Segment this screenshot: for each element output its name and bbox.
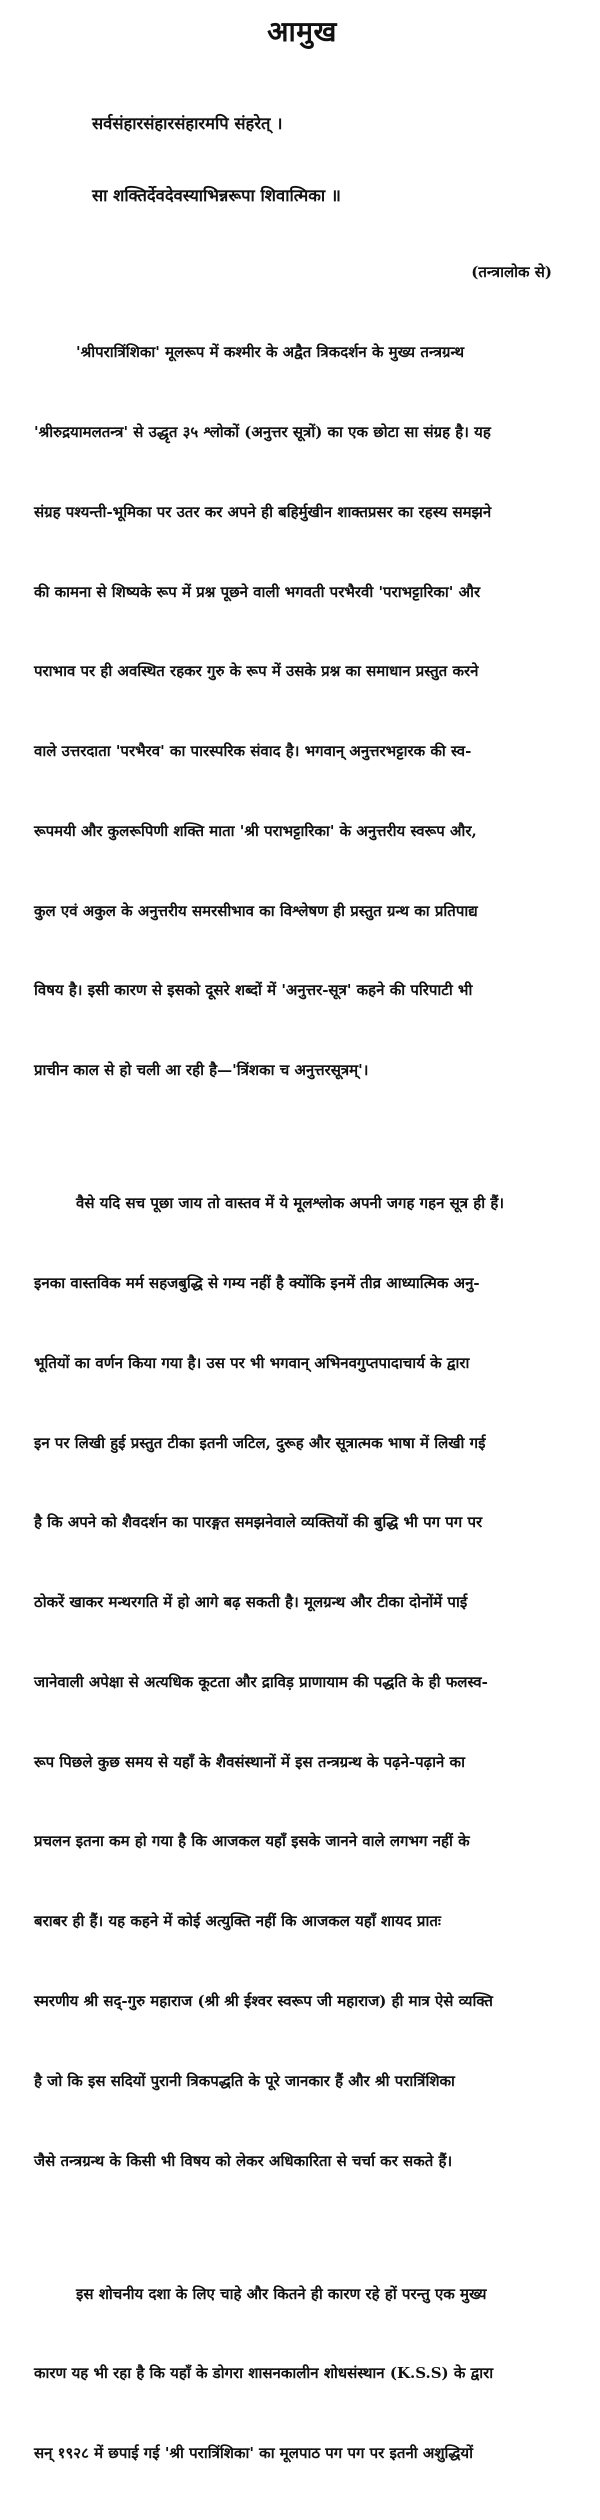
paragraph-2 xyxy=(34,1137,570,2227)
paragraph-1 xyxy=(34,286,570,1137)
paragraph-line: जानेवाली अपेक्षा से अत्यधिक कूटता और द्राविड़ प्राणायाम की पद्धति के ही फलस्व- xyxy=(34,1672,488,1691)
paragraph-line: है कि अपने को शैवदर्शन का पारङ्गत समझनेवाले व्यक्तियों की बुद्धि भी पग पग पर xyxy=(34,1513,483,1532)
paragraph-line: भूतियों का वर्णन किया गया है। उस पर भी भगवान् अभिनवगुप्तपादाचार्य के द्वारा xyxy=(34,1353,470,1372)
paragraph-line: संग्रह पश्यन्ती-भूमिका पर उतर कर अपने ही बहिर्मुखीन शाक्तप्रसर का रहस्य समझने xyxy=(34,502,492,521)
paragraph-line: सन् १९२८ में छपाई गई 'श्री परात्रिंशिका' का मूलपाठ पग पग पर इतनी अशुद्धियों xyxy=(34,2444,473,2463)
paragraph-line: विषय है। इसी कारण से इसको दूसरे शब्दों में 'अनुत्तर-सूत्र' कहने की परिपाटी भी xyxy=(34,981,473,1000)
paragraph-line: स्मरणीय श्री सद्-गुरु महाराज (श्री श्री ईश्वर स्वरूप जी महाराज) ही मात्र ऐसे व्यक्ति xyxy=(34,1992,493,2010)
paragraph-line: वैसे यदि सच पूछा जाय तो वास्तव में ये मूलश्लोक अपनी जगह गहन सूत्र ही हैं। xyxy=(76,1194,504,1213)
paragraph-line: प्राचीन काल से हो चली आ रही है—'त्रिंशका च अनुत्तरसूत्रम्'। xyxy=(34,1061,369,1080)
paragraph-line: वाले उत्तरदाता 'परभैरव' का पारस्परिक संवाद है। भगवान् अनुत्तरभट्टारक की स्व- xyxy=(34,742,472,761)
paragraph-line: कारण यह भी रहा है कि यहाँ के डोगरा शासनकालीन शोधसंस्थान (K.S.S) के द्वारा xyxy=(34,2364,494,2383)
paragraph-line: जैसे तन्त्रग्रन्थ के किसी भी विषय को लेकर अधिकारिता से चर्चा कर सकते हैं। xyxy=(34,2151,453,2170)
paragraph-line: 'श्रीपरात्रिंशिका' मूलरूप में कश्मीर के अद्वैत त्रिकदर्शन के मुख्य तन्त्रग्रन्थ xyxy=(76,343,465,362)
paragraph-line: रूप पिछले कुछ समय से यहाँ के शैवसंस्थानों में इस तन्त्रग्रन्थ के पढ़ने-पढ़ाने का xyxy=(34,1752,465,1771)
paragraph-line: प्रचलन इतना कम हो गया है कि आजकल यहाँ इसके जानने वाले लगभग नहीं के xyxy=(34,1832,470,1851)
paragraph-line: बराबर ही हैं। यह कहने में कोई अत्युक्ति नहीं कि आजकल यहाँ शायद प्रातः xyxy=(34,1912,441,1931)
paragraph-line: इस शोचनीय दशा के लिए चाहे और कितने ही कारण रहे हों परन्तु एक मुख्य xyxy=(76,2284,487,2303)
verse-line-2: सा शक्तिर्देवदेवस्याभिन्नरूपा शिवात्मिका ॥ xyxy=(92,186,341,205)
paragraph-line: है जो कि इस सदियों पुरानी त्रिकपद्धति के पूरे जानकार हैं और श्री परात्रिंशिका xyxy=(34,2071,455,2090)
paragraph-line: इनका वास्तविक मर्म सहजबुद्धि से गम्य नहीं है क्योंकि इनमें तीव्र आध्यात्मिक अनु- xyxy=(34,1273,480,1292)
verse-citation: (तन्त्रालोक से) xyxy=(471,263,552,281)
paragraph-3 xyxy=(34,2227,570,2520)
paragraph-line: 'श्रीरुद्रयामलतन्त्र' से उद्धृत ३५ श्लोकों (अनुत्तर सूत्रों) का एक छोटा सा संग्रह है। यह xyxy=(34,422,491,441)
paragraph-line: इन पर लिखी हुई प्रस्तुत टीका इतनी जटिल, दुरूह और सूत्रात्मक भाषा में लिखी गई xyxy=(34,1433,486,1452)
paragraph-line: की कामना से शिष्यके रूप में प्रश्न पूछने वाली भगवती परभैरवी 'पराभट्टारिका' और xyxy=(34,582,481,601)
epigraph-verse xyxy=(34,64,570,256)
paragraph-line: रूपमयी और कुलरूपिणी शक्ति माता 'श्री पराभट्टारिका' के अनुत्तरीय स्वरूप और, xyxy=(34,821,477,840)
paragraph-line: पराभाव पर ही अवस्थित रहकर गुरु के रूप में उसके प्रश्न का समाधान प्रस्तुत करने xyxy=(34,662,479,681)
paragraph-line: कुल एवं अकुल के अनुत्तरीय समरसीभाव का विश्लेषण ही प्रस्तुत ग्रन्थ का प्रतिपाद्य xyxy=(34,901,478,920)
verse-line-1: सर्वसंहारसंहारसंहारमपि संहरेत् । xyxy=(92,114,283,133)
page-title: आमुख xyxy=(267,15,337,48)
paragraph-line: ठोकरें खाकर मन्थरगति में हो आगे बढ़ सकती है। मूलग्रन्थ और टीका दोनोंमें पाई xyxy=(34,1593,468,1612)
